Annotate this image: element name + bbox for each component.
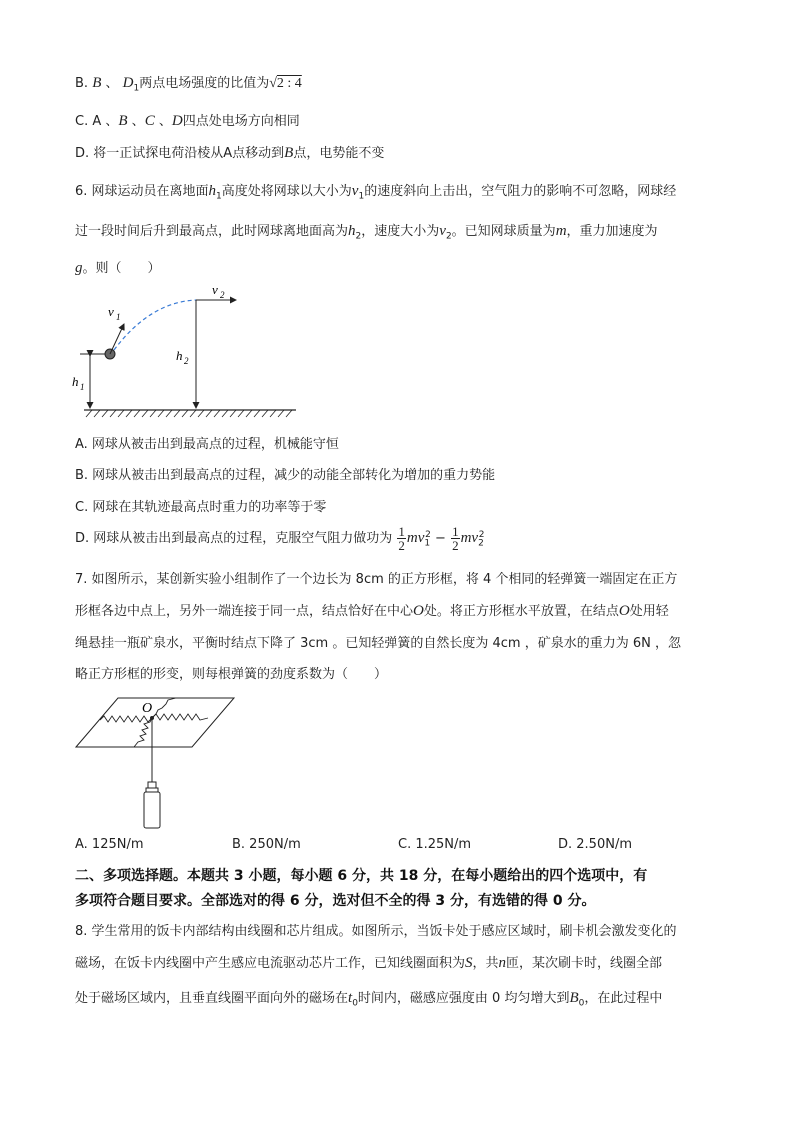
q7-stem-line1: 7. 如图所示，某创新实验小组制作了一个边长为 8cm 的正方形框，将 4 个相同的轻弹簧一端固定在正方 (75, 572, 678, 587)
svg-text:1: 1 (80, 382, 85, 392)
svg-text:O: O (142, 701, 153, 716)
q6-stem-line3: g。则（ ） (75, 260, 161, 276)
svg-text:h: h (72, 374, 79, 389)
q8-stem-line2: 磁场，在饭卡内线圈中产生感应电流驱动芯片工作，已知线圈面积为S，共n匝，某次刷卡时，线圈全部 (75, 955, 663, 971)
q8-stem-line3: 处于磁场区域内，且垂直线圈平面向外的磁场在$t_0$时间内，磁感应强度由 0 均匀增大到$B_0$，在此过程中 (75, 990, 663, 1009)
svg-text:v: v (212, 282, 218, 297)
q7-option-b: B. 250N/m (232, 837, 301, 852)
section2-heading-line2: 多项符合题目要求。全部选对的得 6 分，选对但不全的得 3 分，有选错的得 0 分。 (75, 893, 596, 909)
q7-option-c: C. 1.25N/m (398, 837, 472, 852)
q7-stem-line2: 形框各边中点上，另外一端连接于同一点，结点恰好在中心O处。将正方形框水平放置，在结点O处用轻 (75, 603, 669, 619)
q6-stem-line1: 6. 网球运动员在离地面$h_1$高度处将网球以大小为$v_1$的速度斜向上击出，空气阻力的影响不可忽略，网球经 (75, 183, 677, 202)
q7-stem-line4: 略正方形框的形变，则每根弹簧的劲度系数为（ ） (75, 667, 388, 682)
svg-text:2: 2 (220, 290, 225, 300)
q7-figure (72, 692, 242, 842)
q6-option-a: A. 网球从被击出到最高点的过程，机械能守恒 (75, 437, 339, 452)
q5-option-b: B. B 、 $D_1$两点电场强度的比值为√2 : 4 (75, 75, 302, 94)
q6-option-b: B. 网球从被击出到最高点的过程，减少的动能全部转化为增加的重力势能 (75, 468, 496, 483)
q6-figure (70, 280, 310, 420)
section2-heading-line1: 二、多项选择题。本题共 3 小题，每小题 6 分，共 18 分，在每小题给出的四个选项中，有 (75, 868, 648, 884)
svg-text:v: v (108, 304, 114, 319)
svg-text:1: 1 (116, 312, 121, 322)
q6-option-c: C. 网球在其轨迹最高点时重力的功率等于零 (75, 500, 327, 515)
q5-option-c: C. A 、B 、C 、D四点处电场方向相同 (75, 113, 300, 129)
q6-stem-line2: 过一段时间后升到最高点，此时网球离地面高为$h_2$，速度大小为$v_2$。已知网球质量为m，重力加速度为 (75, 223, 658, 242)
svg-text:2: 2 (184, 356, 189, 366)
q6-option-d: D. 网球从被击出到最高点的过程，克服空气阻力做功为 $\frac{1}{2}$ $mv_1^2$ − $\frac{1}{2}$ $mv_2^2$ (75, 524, 485, 553)
q5-option-d: D. 将一正试探电荷沿棱从A点移动到B点，电势能不变 (75, 145, 385, 161)
q7-option-d: D. 2.50N/m (558, 837, 632, 852)
svg-text:h: h (176, 348, 183, 363)
q7-stem-line3: 绳悬挂一瓶矿泉水，平衡时结点下降了 3cm 。已知轻弹簧的自然长度为 4cm ，矿泉水的重力为 6N ，忽 (75, 636, 681, 651)
q8-stem-line1: 8. 学生常用的饭卡内部结构由线圈和芯片组成。如图所示，当饭卡处于感应区域时，刷卡机会激发变化的 (75, 924, 677, 939)
q7-option-a: A. 125N/m (75, 837, 144, 852)
